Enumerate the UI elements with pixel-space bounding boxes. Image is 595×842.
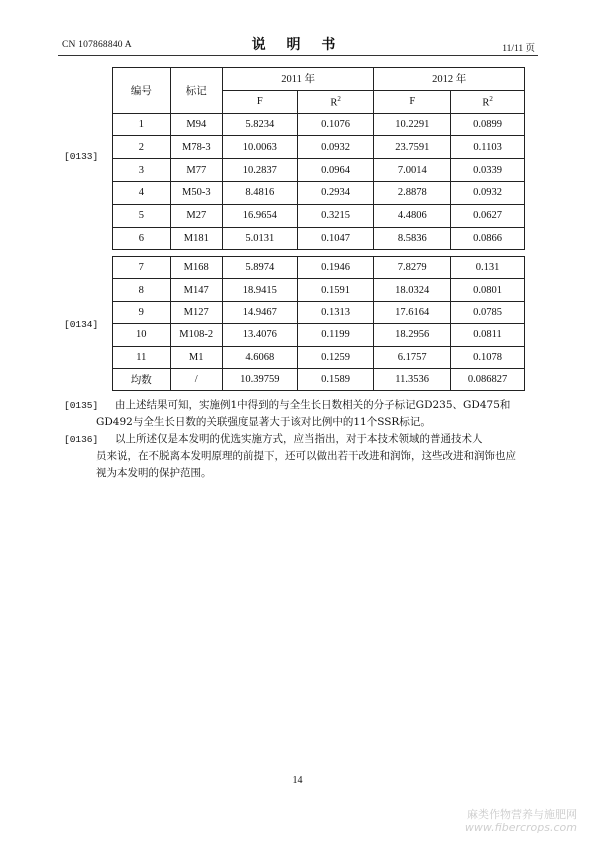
table-row [113, 136, 525, 159]
cell-r2-2012: 0.0627 [451, 204, 525, 227]
paragraph-0135-line1: 由上述结果可知，实施例1中得到的与全生长日数相关的分子标记GD235、GD475和 [115, 399, 511, 411]
cell-marker: M181 [170, 227, 222, 250]
cell-f-2012: 10.2291 [374, 113, 451, 136]
patent-number: CN 107868840 A [62, 40, 132, 50]
cell-f-2011: 5.8974 [222, 257, 297, 279]
cell-r2-2012: 0.0866 [451, 227, 525, 250]
cell-f-2012: 18.0324 [374, 279, 451, 301]
cell-r2-2011: 0.3215 [297, 204, 374, 227]
header-f-2012: F [374, 90, 451, 113]
cell-index: 5 [113, 204, 171, 227]
cell-marker: M108-2 [170, 324, 222, 346]
table-row [113, 368, 525, 390]
paragraph-0136-line3: 视为本发明的保护范围。 [96, 467, 212, 479]
cell-f-2011: 10.39759 [222, 368, 297, 390]
data-table-part2 [112, 256, 525, 391]
table-row [113, 113, 525, 136]
cell-r2-2011: 0.1591 [297, 279, 374, 301]
cell-index: 4 [113, 181, 171, 204]
cell-f-2011: 18.9415 [222, 279, 297, 301]
table-row [113, 257, 525, 279]
cell-f-2012: 6.1757 [374, 346, 451, 368]
table-row [113, 346, 525, 368]
cell-marker: M127 [170, 301, 222, 323]
header-r2-2012: $R^2$ [451, 90, 525, 113]
header-rule [58, 55, 538, 56]
page-number: 14 [292, 775, 303, 786]
cell-f-2012: 18.2956 [374, 324, 451, 346]
cell-index: 9 [113, 301, 171, 323]
paragraph-tag-0135: [0135] [64, 400, 99, 411]
paragraph-tag-0134: [0134] [64, 319, 99, 330]
cell-marker: M94 [170, 113, 222, 136]
cell-f-2011: 16.9654 [222, 204, 297, 227]
table-row [113, 227, 525, 250]
cell-r2-2011: 0.1259 [297, 346, 374, 368]
cell-r2-2011: 0.1313 [297, 301, 374, 323]
cell-f-2012: 8.5836 [374, 227, 451, 250]
cell-r2-2012: 0.0811 [451, 324, 525, 346]
cell-f-2012: 2.8878 [374, 181, 451, 204]
header-index: 编号 [113, 68, 171, 114]
header-f-2011: F [222, 90, 297, 113]
cell-r2-2012: 0.086827 [451, 368, 525, 390]
cell-r2-2011: 0.1076 [297, 113, 374, 136]
cell-r2-2011: 0.2934 [297, 181, 374, 204]
cell-r2-2011: 0.1589 [297, 368, 374, 390]
cell-index: 11 [113, 346, 171, 368]
cell-index: 2 [113, 136, 171, 159]
table-row [113, 324, 525, 346]
data-table-part1 [112, 67, 525, 250]
header-marker: 标记 [170, 68, 222, 114]
cell-index: 7 [113, 257, 171, 279]
cell-f-2012: 23.7591 [374, 136, 451, 159]
header-r2-2011: $R^2$ [297, 90, 374, 113]
cell-r2-2012: 0.1078 [451, 346, 525, 368]
table-row [113, 181, 525, 204]
cell-marker: M77 [170, 159, 222, 182]
cell-marker: / [170, 368, 222, 390]
cell-index: 1 [113, 113, 171, 136]
cell-marker: M50-3 [170, 181, 222, 204]
table-row [113, 204, 525, 227]
cell-index: 8 [113, 279, 171, 301]
cell-f-2011: 14.9467 [222, 301, 297, 323]
table-row [113, 159, 525, 182]
cell-f-2012: 7.8279 [374, 257, 451, 279]
cell-f-2011: 4.6068 [222, 346, 297, 368]
cell-marker: M147 [170, 279, 222, 301]
cell-f-2011: 8.4816 [222, 181, 297, 204]
cell-f-2012: 11.3536 [374, 368, 451, 390]
cell-index: 10 [113, 324, 171, 346]
cell-f-2012: 7.0014 [374, 159, 451, 182]
paragraph-0136-line2: 员来说，在不脱离本发明原理的前提下，还可以做出若干改进和润饰，这些改进和润饰也应 [96, 450, 516, 462]
cell-index: 3 [113, 159, 171, 182]
cell-r2-2012: 0.0932 [451, 181, 525, 204]
table-row [113, 279, 525, 301]
cell-marker: M1 [170, 346, 222, 368]
header-year-2012: 2012 年 [374, 68, 525, 91]
paragraph-0135-line2: GD492与全生长日数的关联强度显著大于该对比例中的11个SSR标记。 [96, 416, 431, 428]
cell-f-2011: 10.2837 [222, 159, 297, 182]
watermark-url: www.fibercrops.com [464, 821, 577, 834]
document-title: 说 明 书 [251, 37, 344, 53]
cell-r2-2011: 0.1199 [297, 324, 374, 346]
table-break-line [112, 249, 525, 250]
paragraph-tag-0133: [0133] [64, 151, 99, 162]
cell-marker: M168 [170, 257, 222, 279]
table-header-row [113, 68, 525, 91]
paragraph-0136-line1: 以上所述仅是本发明的优选实施方式，应当指出，对于本技术领域的普通技术人 [115, 433, 483, 445]
cell-r2-2012: 0.0785 [451, 301, 525, 323]
page-ratio: 11/11 页 [502, 44, 535, 54]
cell-r2-2011: 0.1047 [297, 227, 374, 250]
cell-index: 6 [113, 227, 171, 250]
cell-r2-2012: 0.1103 [451, 136, 525, 159]
cell-f-2011: 5.0131 [222, 227, 297, 250]
paragraph-tag-0136: [0136] [64, 434, 99, 445]
cell-r2-2012: 0.0801 [451, 279, 525, 301]
cell-r2-2011: 0.0932 [297, 136, 374, 159]
cell-r2-2011: 0.1946 [297, 257, 374, 279]
cell-f-2011: 13.4076 [222, 324, 297, 346]
cell-f-2012: 4.4806 [374, 204, 451, 227]
cell-r2-2012: 0.131 [451, 257, 525, 279]
cell-f-2011: 5.8234 [222, 113, 297, 136]
header-year-2011: 2011 年 [222, 68, 374, 91]
cell-marker: M78-3 [170, 136, 222, 159]
cell-r2-2011: 0.0964 [297, 159, 374, 182]
cell-index: 均数 [113, 368, 171, 390]
cell-f-2011: 10.0063 [222, 136, 297, 159]
cell-r2-2012: 0.0339 [451, 159, 525, 182]
watermark-text: 麻类作物营养与施肥网 [467, 808, 577, 821]
table-row [113, 301, 525, 323]
cell-r2-2012: 0.0899 [451, 113, 525, 136]
cell-f-2012: 17.6164 [374, 301, 451, 323]
cell-marker: M27 [170, 204, 222, 227]
